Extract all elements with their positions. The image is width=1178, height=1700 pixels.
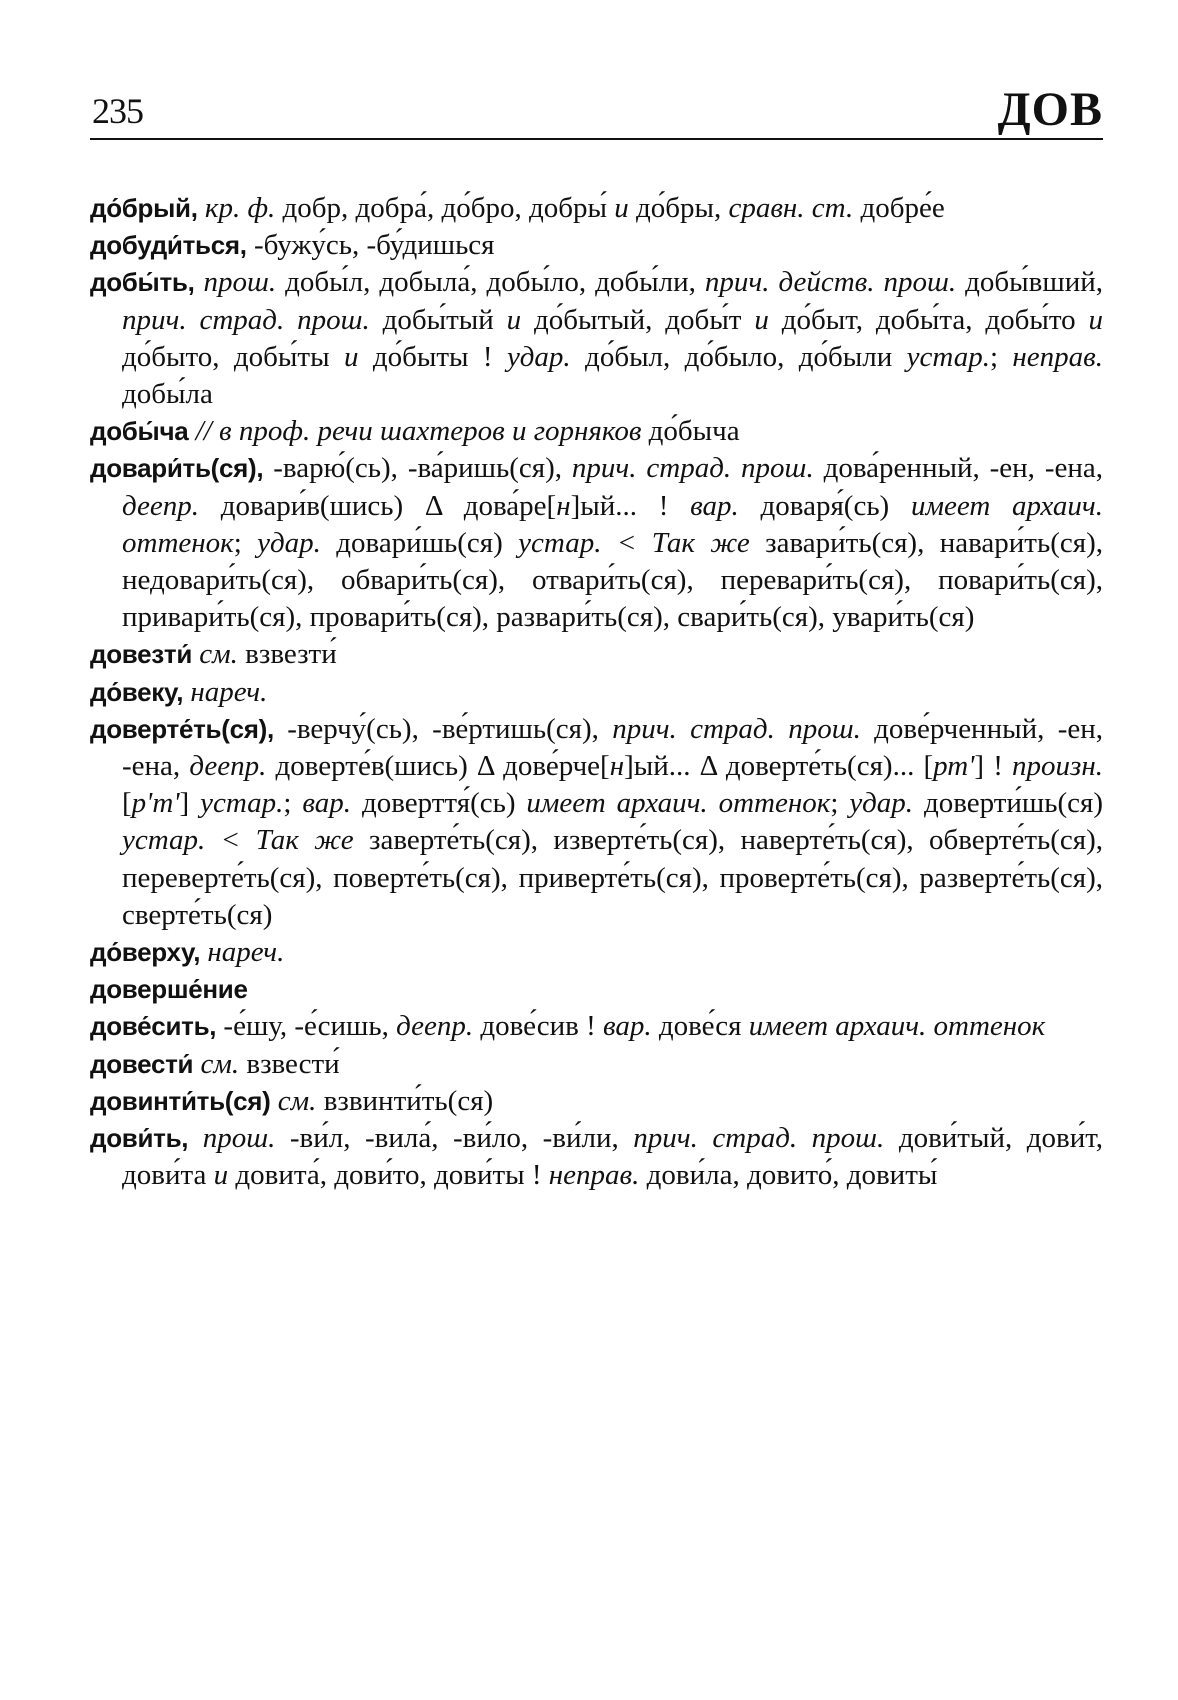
grammar-label: прич. страд. прош. bbox=[571, 452, 814, 485]
word-form: заверте́ть(ся), изверте́ть(ся), наверте́ть(ся), обверте́ть(ся), переверте́ть(ся), поверте́ть(ся), приверте́ть(ся), проверте́ть(ся), разверте́ть(ся), сверте́ть(ся) bbox=[122, 824, 1103, 931]
running-head: ДОВ bbox=[997, 83, 1103, 136]
grammar-label: устар. bbox=[200, 787, 284, 820]
word-form: ; bbox=[830, 787, 850, 820]
word-form: -бужу́сь, -бу́дишься bbox=[246, 229, 495, 262]
dictionary-entry bbox=[90, 674, 1103, 711]
grammar-label: вар. bbox=[690, 489, 739, 522]
word-form: дове́рченный, -ен, -ена, bbox=[122, 712, 1103, 783]
grammar-label: и bbox=[213, 1159, 229, 1192]
headword: довари́ть(ся), bbox=[90, 453, 264, 484]
entry-list bbox=[90, 190, 1103, 1194]
headword: до́верху, bbox=[90, 937, 201, 968]
word-form: ] ! bbox=[974, 750, 1013, 783]
dictionary-entry bbox=[90, 1083, 1103, 1120]
word-form: взвинти́ть(ся) bbox=[316, 1084, 494, 1117]
grammar-label: произн. bbox=[1012, 750, 1103, 783]
word-form: до́быт, добы́та, добы́то bbox=[768, 303, 1089, 336]
grammar-label: устар. < Так же bbox=[518, 526, 750, 559]
word-form: взвести́ bbox=[239, 1047, 340, 1080]
word-form: добы́л, добыла́, добы́ло, добы́ли, bbox=[276, 266, 705, 299]
page-header bbox=[90, 80, 1103, 140]
grammar-label: и bbox=[506, 303, 522, 336]
word-form: доверте́в(шись) Δ дове́рче[ bbox=[266, 750, 610, 783]
grammar-label: неправ. bbox=[1012, 340, 1104, 373]
grammar-label: кр. ф. bbox=[197, 192, 276, 224]
grammar-label: н bbox=[556, 489, 571, 522]
grammar-label: и bbox=[754, 303, 769, 336]
dictionary-entry bbox=[90, 190, 1103, 227]
headword: довести́ bbox=[90, 1048, 194, 1079]
word-form: до́быто, добы́ты bbox=[122, 340, 344, 373]
word-form: -ви́л, -вила́, -ви́ло, -ви́ли, bbox=[275, 1122, 634, 1155]
word-form: ]ый... Δ доверте́ть(ся)... [ bbox=[624, 750, 934, 783]
word-form: дова́ренный, -ен, -ена, bbox=[813, 452, 1103, 485]
word-form: -верчу́(сь), -ве́ртишь(ся), bbox=[273, 712, 613, 745]
word-form: до́бры, bbox=[628, 192, 729, 224]
word-form: дове́сив ! bbox=[473, 1010, 603, 1043]
word-form: до́быча bbox=[641, 415, 740, 448]
grammar-label: и bbox=[1088, 303, 1104, 336]
grammar-label: прич. страд. прош. bbox=[612, 712, 861, 745]
word-form: довари́в(шись) Δ дова́ре[ bbox=[199, 489, 557, 522]
grammar-label: деепр. bbox=[122, 489, 200, 522]
grammar-label: неправ. bbox=[548, 1159, 640, 1192]
grammar-label: удар. bbox=[849, 787, 914, 820]
word-form: до́был, до́было, до́были bbox=[570, 340, 907, 373]
grammar-label: прич. страд. прош. bbox=[122, 303, 370, 336]
dictionary-entry bbox=[90, 264, 1103, 413]
dictionary-entry bbox=[90, 413, 1103, 450]
grammar-label: прош. bbox=[188, 1122, 276, 1155]
headword: добы́ть, bbox=[90, 267, 195, 298]
headword: дове́сить, bbox=[90, 1011, 217, 1042]
grammar-label: см. bbox=[192, 638, 238, 671]
grammar-label: и bbox=[343, 340, 359, 373]
headword: доверше́ние bbox=[90, 974, 248, 1005]
grammar-label: см. bbox=[270, 1084, 317, 1117]
grammar-label: устар. bbox=[906, 340, 990, 373]
headword: довезти́ bbox=[90, 639, 193, 670]
grammar-label: прич. страд. прош. bbox=[633, 1122, 885, 1155]
headword: довинти́ть(ся) bbox=[90, 1085, 271, 1116]
grammar-label: имеет архаич. оттенок bbox=[122, 489, 1103, 559]
word-form: завари́ть(ся), навари́ть(ся), недовари́ть(ся), обвари́ть(ся), отвари́ть(ся), перевари́ть(ся), повари́ть(ся), привари́ть(ся), провари́ть(ся), развари́ть(ся), свари́ть(ся), увари́ть(ся) bbox=[122, 526, 1103, 634]
grammar-label: деепр. bbox=[189, 750, 267, 783]
grammar-label: имеет архаич. оттенок bbox=[526, 787, 831, 820]
grammar-label: вар. bbox=[302, 787, 352, 820]
headword: добы́ча bbox=[90, 416, 189, 447]
grammar-label: нареч. bbox=[183, 675, 268, 708]
word-form: добр, добра́, до́бро, добры́ bbox=[275, 192, 615, 224]
word-form: до́бытый, добы́т bbox=[521, 303, 755, 336]
dictionary-page bbox=[90, 80, 1103, 1194]
word-form: добы́вший, bbox=[956, 266, 1103, 299]
word-form: -варю́(сь), -ва́ришь(ся), bbox=[263, 452, 572, 485]
word-form: -е́шу, -е́сишь, bbox=[216, 1010, 397, 1043]
dictionary-entry bbox=[90, 1046, 1103, 1083]
word-form: добы́тый bbox=[369, 303, 507, 336]
grammar-label: устар. < Так же bbox=[122, 824, 354, 857]
headword: дови́ть, bbox=[90, 1123, 189, 1154]
dictionary-entry bbox=[90, 934, 1103, 971]
dictionary-entry bbox=[90, 450, 1103, 636]
word-form: ; bbox=[233, 526, 258, 559]
word-form: добы́ла bbox=[122, 378, 213, 411]
word-form: ; bbox=[989, 340, 1013, 373]
word-form: довита́, дови́то, дови́ты ! bbox=[228, 1159, 549, 1192]
word-form: ] bbox=[179, 787, 201, 820]
word-form: доверти́шь(ся) bbox=[913, 787, 1104, 820]
word-form: дове́ся bbox=[651, 1010, 749, 1043]
dictionary-entry bbox=[90, 711, 1103, 934]
grammar-label: прош. bbox=[194, 266, 277, 299]
grammar-label: деепр. bbox=[396, 1010, 474, 1043]
grammar-label: удар. bbox=[257, 526, 321, 559]
grammar-label: прич. действ. прош. bbox=[704, 266, 957, 299]
headword: добуди́ться, bbox=[90, 230, 247, 261]
headword: доверте́ть(ся), bbox=[90, 713, 274, 744]
word-form: ; bbox=[283, 787, 303, 820]
grammar-label: сравн. ст. bbox=[728, 192, 854, 224]
grammar-label: имеет архаич. оттенок bbox=[748, 1010, 1046, 1043]
word-form: до́быты ! bbox=[358, 340, 507, 373]
dictionary-entry bbox=[90, 1120, 1103, 1194]
headword: до́веку, bbox=[90, 676, 184, 707]
word-form: доваря́(сь) bbox=[738, 489, 911, 522]
grammar-label: и bbox=[614, 192, 629, 224]
grammar-label: рт' bbox=[933, 750, 975, 783]
word-form: доверття́(сь) bbox=[351, 787, 527, 820]
grammar-label: вар. bbox=[602, 1010, 652, 1043]
dictionary-entry bbox=[90, 971, 1103, 1008]
word-form: ]ый... ! bbox=[570, 489, 691, 522]
page-number: 235 bbox=[92, 91, 143, 131]
grammar-label: // в проф. речи шахтеров и горняков bbox=[188, 415, 642, 448]
dictionary-entry bbox=[90, 1008, 1103, 1045]
headword: до́брый, bbox=[90, 193, 198, 223]
word-form: [ bbox=[122, 787, 132, 820]
word-form: добре́е bbox=[853, 192, 945, 224]
word-form: дови́тый, дови́т, дови́та bbox=[122, 1122, 1103, 1192]
word-form: взвезти́ bbox=[237, 638, 337, 671]
word-form: довари́шь(ся) bbox=[320, 526, 519, 559]
grammar-label: н bbox=[609, 750, 625, 783]
grammar-label: р'т' bbox=[131, 787, 180, 820]
dictionary-entry bbox=[90, 227, 1103, 264]
grammar-label: удар. bbox=[506, 340, 571, 373]
grammar-label: нареч. bbox=[200, 936, 285, 969]
dictionary-entry bbox=[90, 636, 1103, 673]
word-form: дови́ла, довито́, довиты́ bbox=[639, 1159, 938, 1192]
grammar-label: см. bbox=[193, 1047, 240, 1080]
